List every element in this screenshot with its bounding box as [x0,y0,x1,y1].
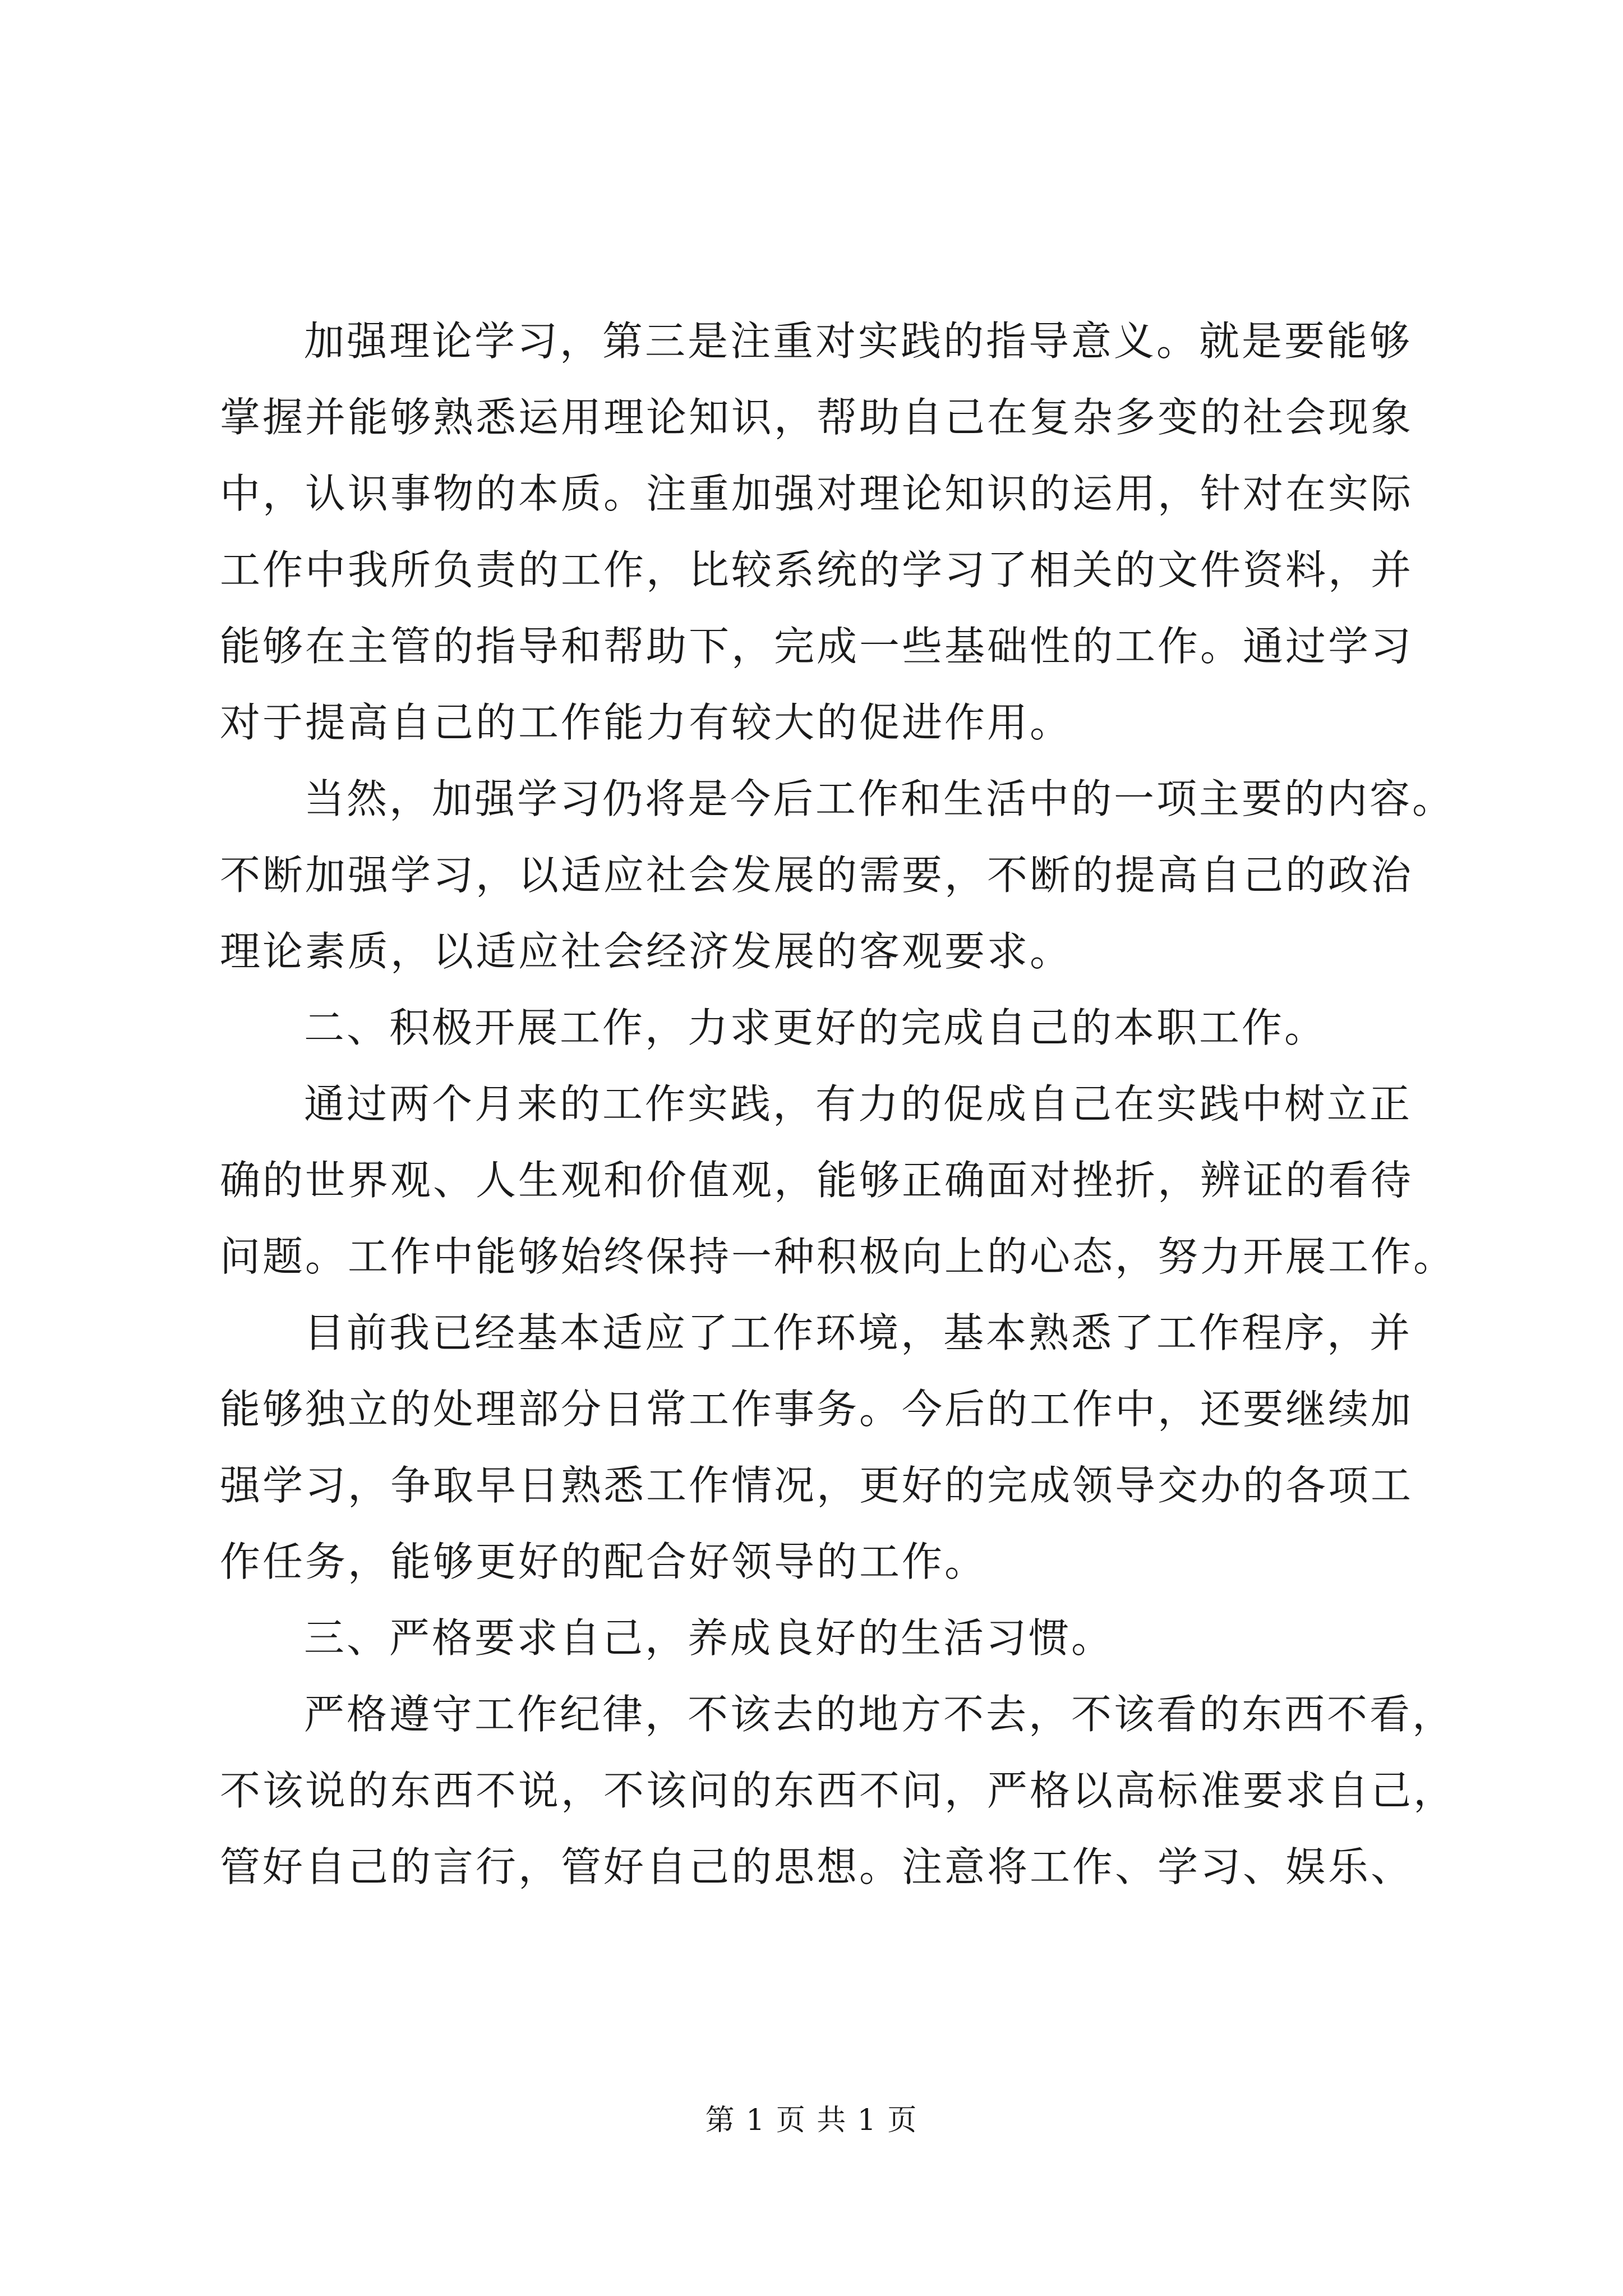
text-line: 中，认识事物的本质。注重加强对理论知识的运用，针对在实际 [220,470,1414,517]
text-line: 作任务，能够更好的配合好领导的工作。 [220,1538,988,1585]
text-line: 加强理论学习，第三是注重对实践的指导意义。就是要能够 [304,318,1413,365]
page-number-footer: 第 1 页 共 1 页 [705,2104,918,2137]
section-heading: 三、严格要求自己，养成良好的生活习惯。 [304,1614,1114,1662]
text-line: 当然，加强学习仍将是今后工作和生活中的一项主要的内容。 [304,775,1455,822]
text-line: 对于提高自己的工作能力有较大的促进作用。 [220,699,1073,746]
text-line: 问题。工作中能够始终保持一种积极向上的心态，努力开展工作。 [220,1233,1456,1280]
text-line: 工作中我所负责的工作，比较系统的学习了相关的文件资料，并 [220,546,1414,593]
text-line: 目前我已经基本适应了工作环境，基本熟悉了工作程序，并 [304,1309,1413,1356]
document-body [220,303,1456,1905]
section-heading: 二、积极开展工作，力求更好的完成自己的本职工作。 [304,1004,1327,1051]
text-line: 掌握并能够熟悉运用理论知识，帮助自己在复杂多变的社会现象 [220,394,1414,441]
text-line: 能够在主管的指导和帮助下，完成一些基础性的工作。通过学习 [220,623,1414,670]
text-line: 能够独立的处理部分日常工作事务。今后的工作中，还要继续加 [220,1386,1414,1433]
text-line: 管好自己的言行，管好自己的思想。注意将工作、学习、娱乐、 [220,1843,1414,1890]
text-line: 严格遵守工作纪律，不该去的地方不去，不该看的东西不看， [304,1691,1455,1738]
text-line: 不该说的东西不说，不该问的东西不问，严格以高标准要求自己， [220,1767,1456,1814]
text-line: 不断加强学习，以适应社会发展的需要，不断的提高自己的政治 [220,852,1414,899]
text-line: 理论素质，以适应社会经济发展的客观要求。 [220,928,1073,975]
text-line: 强学习，争取早日熟悉工作情况，更好的完成领导交办的各项工 [220,1462,1414,1509]
text-line: 通过两个月来的工作实践，有力的促成自己在实践中树立正 [304,1080,1413,1128]
text-line: 确的世界观、人生观和价值观，能够正确面对挫折，辨证的看待 [220,1157,1414,1204]
